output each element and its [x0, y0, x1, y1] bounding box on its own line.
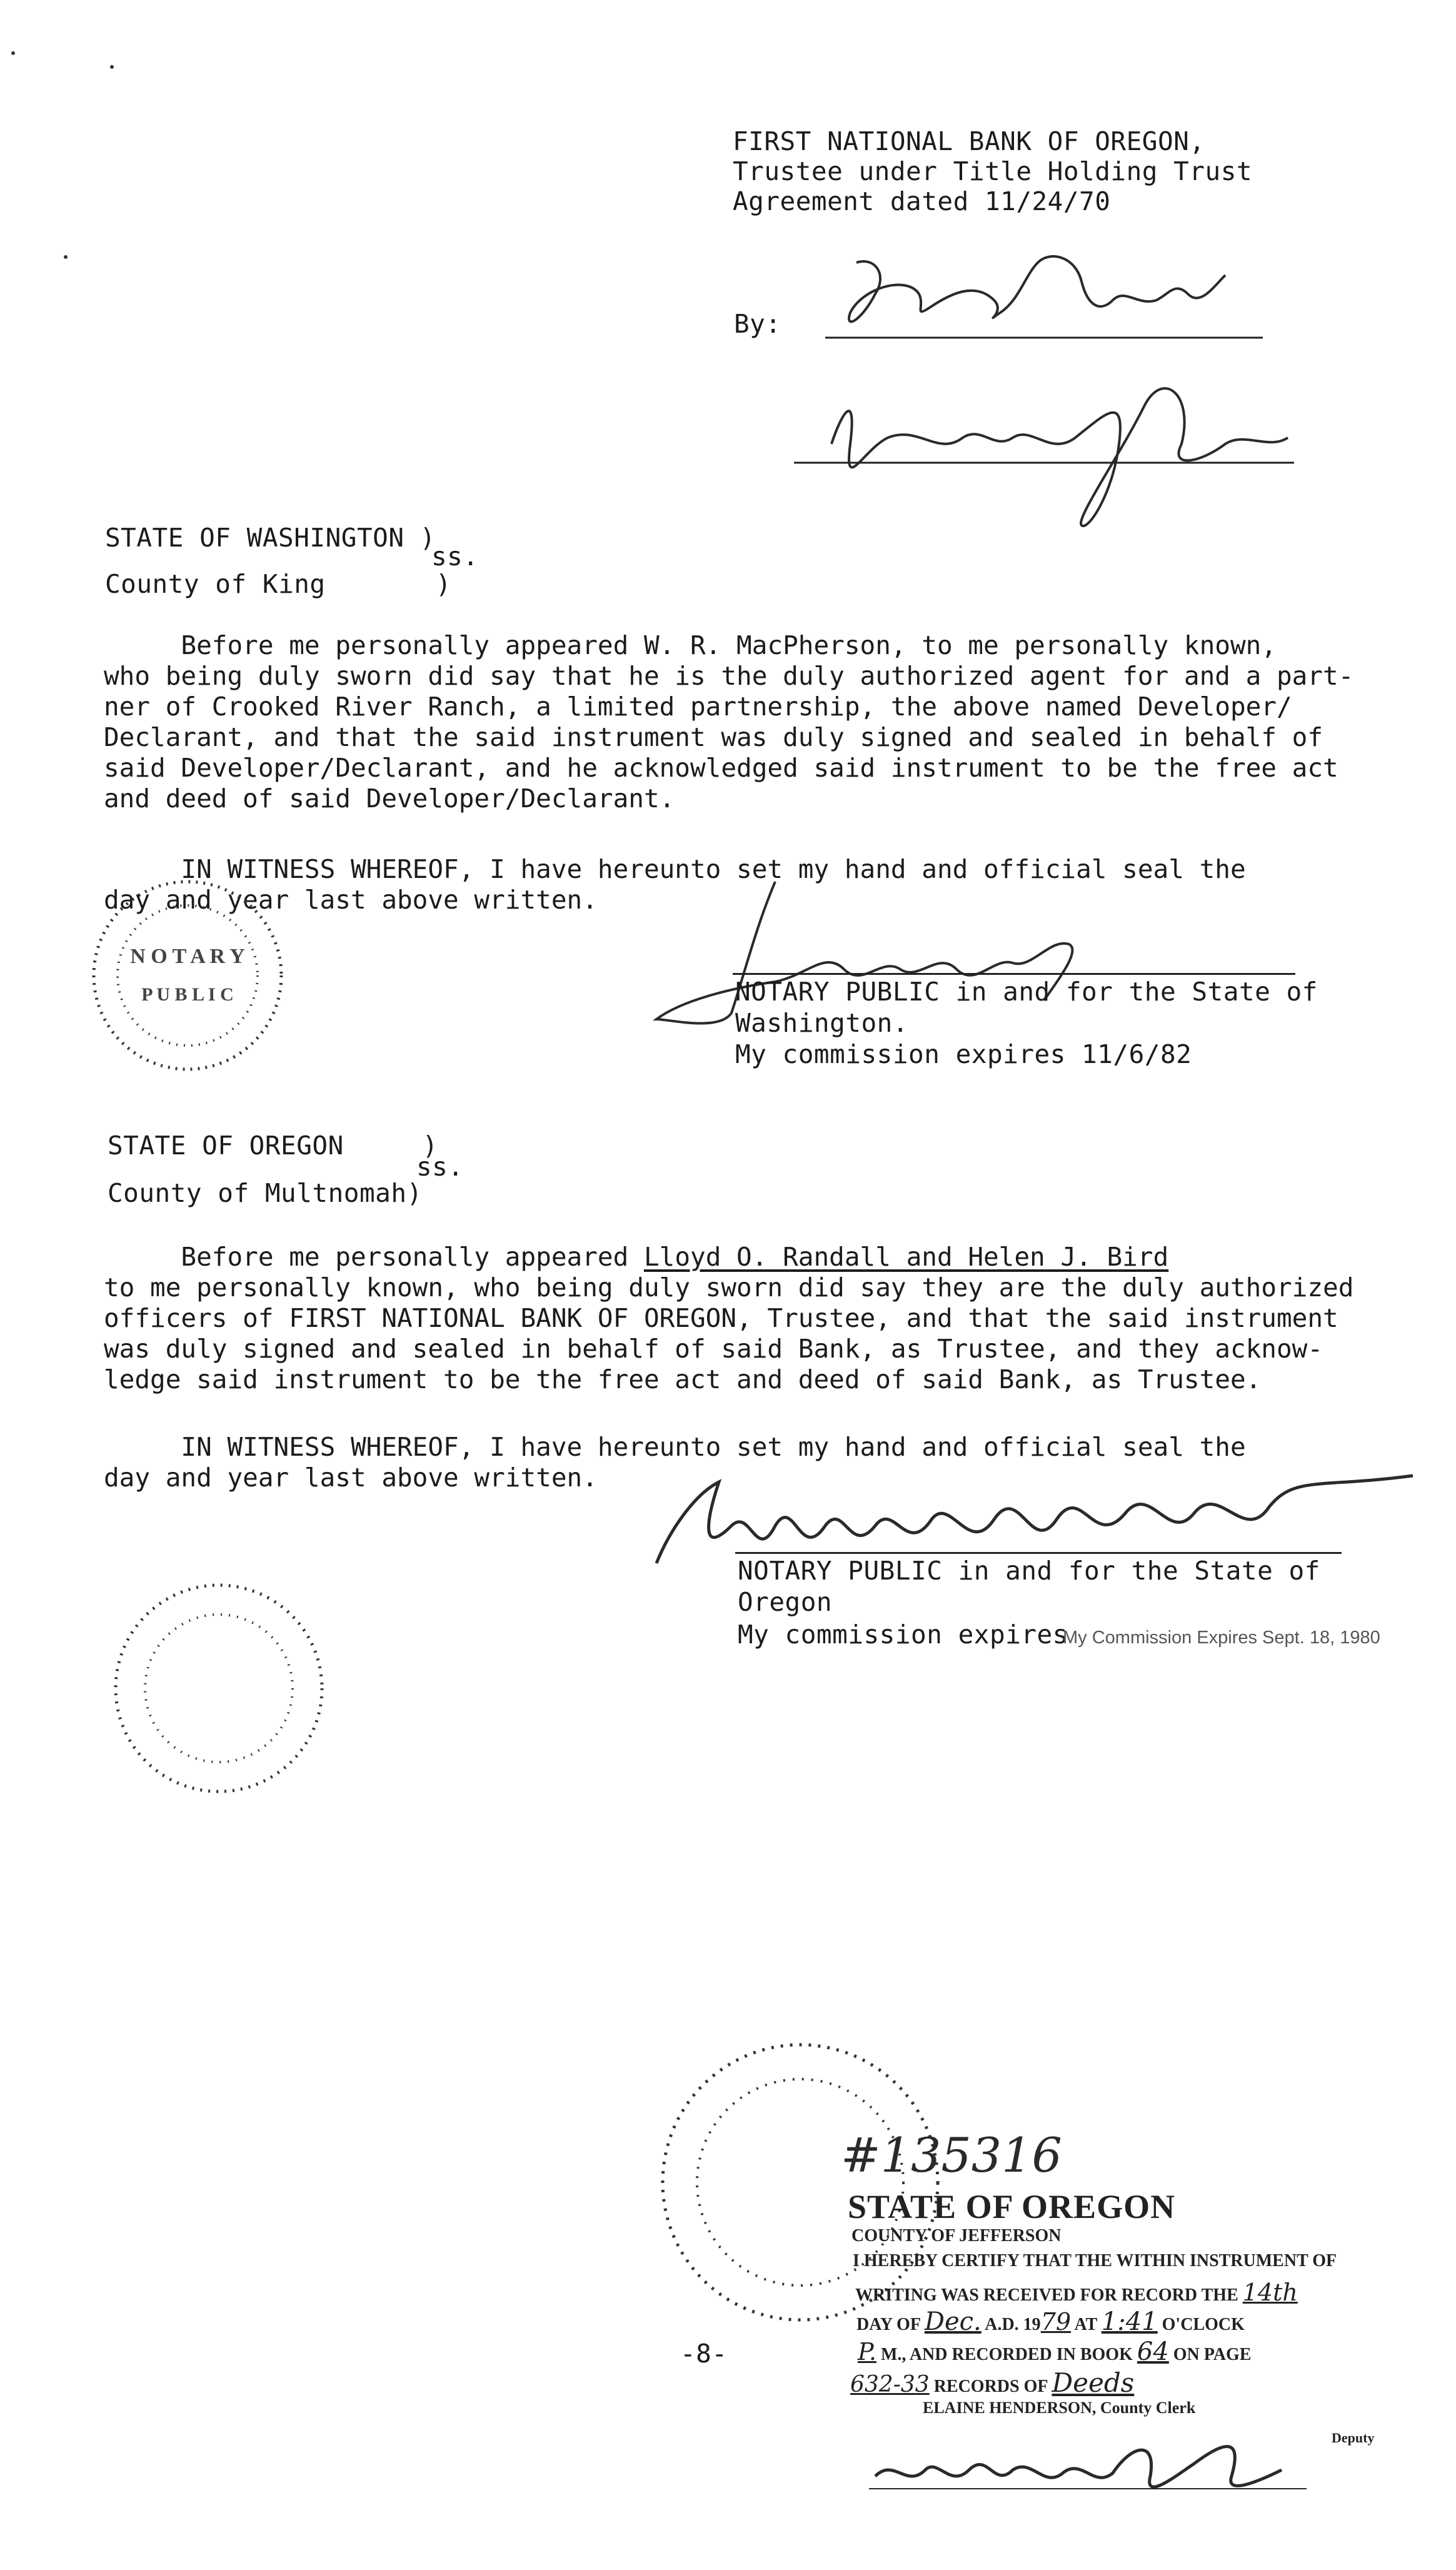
wa-para-line: said Developer/Declarant, and he acknowledged said instrument to be the free act — [104, 753, 1338, 783]
recording-number: #135316 — [841, 2127, 1062, 2183]
speck — [11, 51, 15, 55]
deputy-signature — [869, 2420, 1344, 2507]
records-of-value: Deeds — [1052, 2367, 1135, 2398]
wa-notary-line-3: My commission expires 11/6/82 — [735, 1039, 1192, 1069]
or-notary-line-2: Oregon — [738, 1587, 833, 1617]
wa-county: County of King ) — [105, 569, 452, 599]
recording-line-5 — [850, 2367, 1134, 2398]
wa-witness-line: IN WITNESS WHEREOF, I have hereunto set my hand and official seal the — [104, 854, 1246, 884]
recording-line-1: I HEREBY CERTIFY THAT THE WITHIN INSTRUMENT OF — [853, 2251, 1337, 2270]
svg-text:P U B L I C: P U B L I C — [141, 984, 234, 1005]
wa-state: STATE OF WASHINGTON ) — [105, 523, 436, 553]
wa-para-line: Before me personally appeared W. R. MacPherson, to me personally known, — [104, 630, 1277, 660]
at-label: AT — [1074, 2315, 1097, 2334]
record-month: Dec. — [924, 2307, 982, 2336]
wa-notary-line-2: Washington. — [735, 1008, 909, 1038]
or-para-line: ledge said instrument to be the free act and deed of said Bank, as Trustee. — [104, 1364, 1262, 1394]
ad-label: A.D. 19 — [985, 2315, 1041, 2334]
wa-paragraph — [104, 630, 1353, 814]
day-of-label: DAY OF — [856, 2315, 920, 2334]
or-notary-line-3: My commission expires — [738, 1620, 1068, 1650]
trustee-line-1: FIRST NATIONAL BANK OF OREGON, — [733, 126, 1205, 156]
recording-title: STATE OF OREGON — [848, 2188, 1176, 2225]
trustee-signature-bird — [794, 369, 1294, 544]
by-label: By: — [734, 309, 781, 339]
wa-para-line: and deed of said Developer/Declarant. — [104, 784, 675, 814]
wa-para-line: ner of Crooked River Ranch, a limited partnership, the above named Developer/ — [104, 692, 1292, 722]
or-para-line: was duly signed and sealed in behalf of said Bank, as Trustee, and they acknow- — [104, 1334, 1323, 1364]
or-ss: ss. — [416, 1152, 464, 1182]
wa-ss: ss. — [431, 542, 479, 572]
recording-county: COUNTY OF JEFFERSON — [851, 2226, 1062, 2245]
recording-line-3 — [856, 2307, 1245, 2336]
received-text: WRITING WAS RECEIVED FOR RECORD THE — [855, 2285, 1238, 2305]
or-county: County of Multnomah) — [108, 1178, 423, 1208]
wa-notary-line-1: NOTARY PUBLIC in and for the State of — [735, 977, 1318, 1007]
record-book: 64 — [1137, 2337, 1169, 2366]
recording-line-4 — [858, 2337, 1251, 2366]
county-clerk: ELAINE HENDERSON, County Clerk — [923, 2399, 1196, 2417]
record-day: 14th — [1242, 2279, 1298, 2306]
speck — [110, 65, 114, 69]
or-state: STATE OF OREGON ) — [108, 1131, 438, 1161]
recorded-in-book-label: M., AND RECORDED IN BOOK — [880, 2345, 1133, 2364]
or-signature-line — [735, 1552, 1342, 1554]
or-witness-line: IN WITNESS WHEREOF, I have hereunto set my hand and official seal the — [104, 1432, 1246, 1462]
on-page-label: ON PAGE — [1173, 2345, 1252, 2364]
record-year: 79 — [1040, 2308, 1072, 2336]
record-ampm: P. — [858, 2338, 876, 2366]
or-notary-line-1: NOTARY PUBLIC in and for the State of — [738, 1556, 1320, 1586]
washington-notary-seal — [63, 857, 325, 1094]
trustee-line-3: Agreement dated 11/24/70 — [733, 186, 1111, 216]
or-witness-line: day and year last above written. — [104, 1463, 598, 1493]
trustee-signature-randall — [788, 238, 1275, 350]
wa-para-line: Declarant, and that the said instrument was duly signed and sealed in behalf of — [104, 722, 1323, 752]
svg-text:N O T A R Y: N O T A R Y — [130, 945, 245, 968]
or-para-intro: Before me personally appeared — [104, 1242, 644, 1272]
oregon-notary-seal — [94, 1557, 356, 1832]
wa-para-line: who being duly sworn did say that he is the duly authorized agent for and a part- — [104, 661, 1354, 691]
record-pages: 632-33 — [850, 2372, 930, 2397]
record-time: 1:41 — [1101, 2307, 1158, 2336]
page-number: -8- — [680, 2339, 728, 2369]
records-of-label: RECORDS OF — [933, 2377, 1048, 2396]
wa-signature-line — [733, 973, 1295, 975]
or-para-line: to me personally known, who being duly sworn did say they are the duly authorized — [104, 1272, 1354, 1303]
trustee-line-2: Trustee under Title Holding Trust — [733, 156, 1253, 186]
wa-witness-line: day and year last above written. — [104, 885, 598, 915]
speck — [64, 255, 68, 259]
or-para-line: officers of FIRST NATIONAL BANK OF OREGON, Trustee, and that the said instrument — [104, 1303, 1338, 1333]
deputy-signature-text — [0, 0, 5, 1]
or-paragraph — [104, 1242, 1353, 1395]
oclock-label: O'CLOCK — [1162, 2315, 1245, 2334]
commission-expires-stamp: My Commission Expires Sept. 18, 1980 — [1063, 1628, 1380, 1648]
recording-line-2 — [855, 2279, 1298, 2306]
appeared-names: Lloyd O. Randall and Helen J. Bird — [643, 1242, 1169, 1272]
deputy-label: Deputy — [1332, 2430, 1375, 2446]
or-para-first-line — [104, 1242, 1353, 1272]
